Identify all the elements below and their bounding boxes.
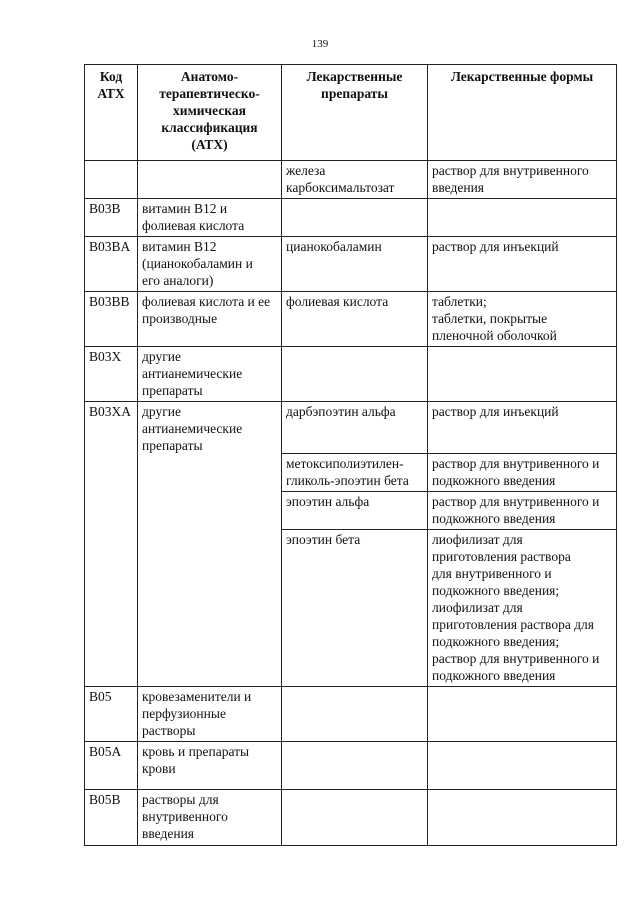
cell-line: железа: [286, 163, 326, 178]
cell-form: [428, 454, 617, 492]
cell-line: Код: [99, 69, 123, 84]
cell-form: [428, 742, 617, 790]
table-row: [85, 161, 617, 199]
cell-line: дарбэпоэтин альфа: [286, 404, 396, 419]
cell-line: эпоэтин бета: [286, 532, 361, 547]
cell-line: фолиевая кислота и ее: [142, 294, 271, 309]
cell-form: [428, 402, 617, 454]
cell-line: таблетки;: [432, 294, 487, 309]
cell-line: лиофилизат для: [432, 532, 523, 547]
cell-drug: [282, 790, 428, 846]
cell-line: лиофилизат для: [432, 600, 523, 615]
cell-classification: [138, 161, 282, 199]
cell-drug: [282, 530, 428, 687]
cell-line: (АТХ): [191, 137, 228, 152]
table-row: [85, 347, 617, 402]
cell-form: [428, 790, 617, 846]
table-row: [85, 237, 617, 292]
cell-drug: [282, 742, 428, 790]
cell-line: (цианокобаламин и: [142, 256, 253, 271]
cell-line: подкожного введения: [432, 473, 556, 488]
cell-form: [428, 530, 617, 687]
cell-form: [428, 687, 617, 742]
cell-drug: [282, 161, 428, 199]
table-row: [85, 742, 617, 790]
cell-line: приготовления раствора для: [432, 617, 594, 632]
cell-form: [428, 492, 617, 530]
cell-classification: [138, 402, 282, 687]
cell-code: B03BA: [85, 237, 138, 292]
table-row: [85, 292, 617, 347]
cell-form: [428, 347, 617, 402]
cell-line: Лекарственные: [306, 69, 403, 84]
cell-line: терапевтическо-: [159, 86, 260, 101]
cell-line: внутривенного: [142, 809, 228, 824]
cell-line: раствор для внутривенного: [432, 163, 589, 178]
cell-drug: [282, 687, 428, 742]
cell-line: гликоль-эпоэтин бета: [286, 473, 409, 488]
cell-line: подкожного введения;: [432, 634, 560, 649]
cell-drug: [282, 237, 428, 292]
table-row: [85, 790, 617, 846]
cell-code: B05B: [85, 790, 138, 846]
cell-classification: [138, 742, 282, 790]
cell-form: [428, 199, 617, 237]
cell-line: введения: [142, 826, 195, 841]
cell-line: раствор для внутривенного и: [432, 456, 600, 471]
cell-line: препараты: [321, 86, 388, 101]
cell-line: препараты: [142, 383, 203, 398]
cell-line: подкожного введения: [432, 511, 556, 526]
cell-code: B05A: [85, 742, 138, 790]
cell-line: карбоксимальтозат: [286, 180, 395, 195]
cell-line: растворы: [142, 723, 196, 738]
table-row: [85, 199, 617, 237]
table-row: [85, 687, 617, 742]
cell-line: его аналоги): [142, 273, 214, 288]
cell-line: другие: [142, 349, 181, 364]
cell-line: витамин B12 и: [142, 201, 228, 216]
cell-drug: [282, 199, 428, 237]
cell-line: препараты: [142, 438, 203, 453]
cell-classification: [138, 687, 282, 742]
cell-line: введения: [432, 180, 485, 195]
cell-line: раствор для инъекций: [432, 239, 559, 254]
cell-line: кровь и препараты: [142, 744, 250, 759]
cell-line: подкожного введения: [432, 668, 556, 683]
cell-code: B05: [85, 687, 138, 742]
cell-line: химическая: [173, 103, 246, 118]
cell-drug: [282, 454, 428, 492]
cell-line: для внутривенного и: [432, 566, 552, 581]
cell-line: эпоэтин альфа: [286, 494, 370, 509]
cell-line: АТХ: [97, 86, 125, 101]
cell-line: метоксиполиэтилен-: [286, 456, 404, 471]
cell-classification: [138, 199, 282, 237]
cell-line: таблетки, покрытые: [432, 311, 548, 326]
header-code: [85, 65, 138, 161]
cell-code: [85, 161, 138, 199]
cell-line: перфузионные: [142, 706, 226, 721]
cell-line: производные: [142, 311, 218, 326]
cell-classification: [138, 347, 282, 402]
atx-drug-table: [84, 64, 617, 846]
cell-drug: [282, 347, 428, 402]
cell-form: [428, 292, 617, 347]
cell-line: кровезаменители и: [142, 689, 252, 704]
cell-drug: [282, 292, 428, 347]
page-number: 139: [311, 38, 329, 50]
cell-drug: [282, 402, 428, 454]
cell-classification: [138, 292, 282, 347]
table-row: [85, 402, 617, 454]
cell-line: фолиевая кислота: [286, 294, 389, 309]
cell-line: приготовления раствора: [432, 549, 571, 564]
cell-code: B03XA: [85, 402, 138, 687]
cell-line: Анатомо-: [180, 69, 239, 84]
cell-line: антианемические: [142, 421, 243, 436]
cell-line: витамин B12: [142, 239, 217, 254]
cell-line: раствор для инъекций: [432, 404, 559, 419]
header-forms: [428, 65, 617, 161]
cell-code: B03BB: [85, 292, 138, 347]
cell-classification: [138, 790, 282, 846]
header-drugs: [282, 65, 428, 161]
cell-line: антианемические: [142, 366, 243, 381]
table-header-row: [85, 65, 617, 161]
cell-code: B03X: [85, 347, 138, 402]
cell-drug: [282, 492, 428, 530]
cell-line: Лекарственные формы: [450, 69, 594, 84]
cell-code: B03B: [85, 199, 138, 237]
cell-line: растворы для: [142, 792, 219, 807]
cell-line: цианокобаламин: [286, 239, 382, 254]
header-classification: [138, 65, 282, 161]
cell-line: раствор для внутривенного и: [432, 494, 600, 509]
cell-line: фолиевая кислота: [142, 218, 245, 233]
cell-line: крови: [142, 761, 176, 776]
cell-form: [428, 237, 617, 292]
cell-classification: [138, 237, 282, 292]
cell-form: [428, 161, 617, 199]
cell-line: классификация: [161, 120, 258, 135]
cell-line: раствор для внутривенного и: [432, 651, 600, 666]
cell-line: пленочной оболочкой: [432, 328, 557, 343]
cell-line: другие: [142, 404, 181, 419]
cell-line: подкожного введения;: [432, 583, 560, 598]
